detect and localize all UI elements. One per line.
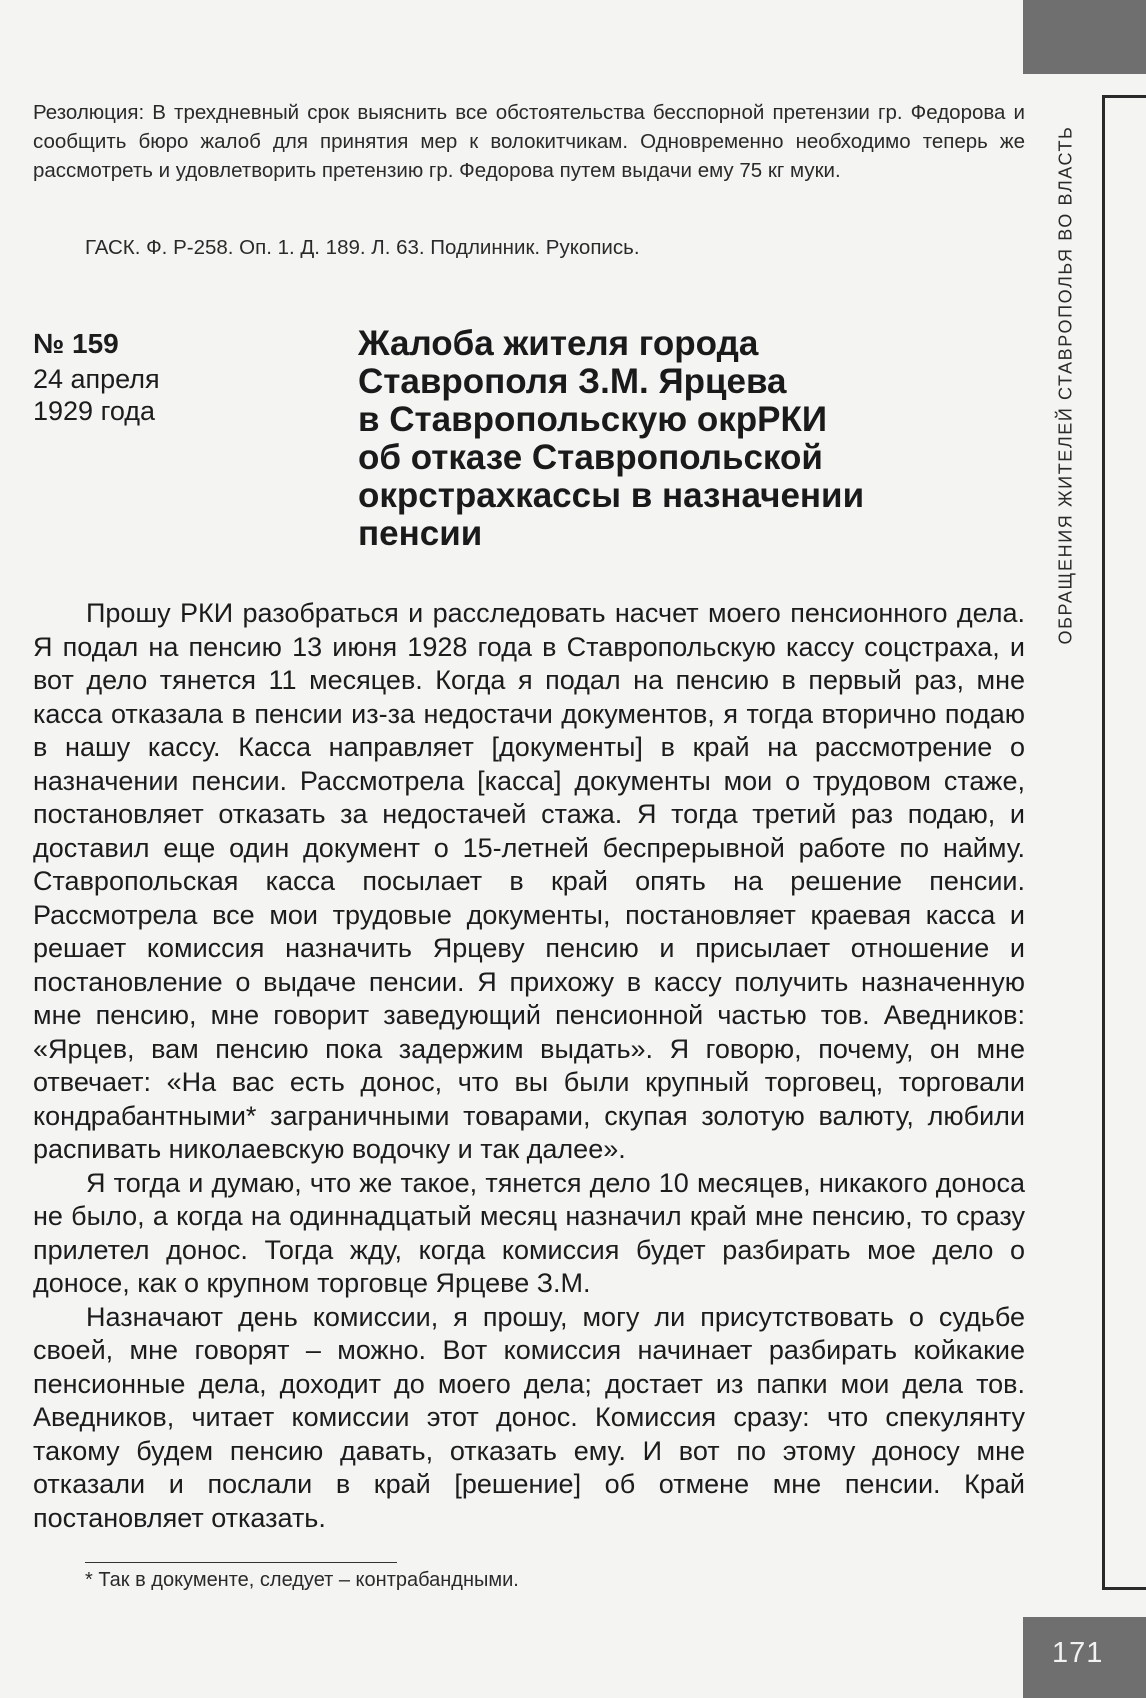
- document-date-line: 24 апреля: [33, 364, 160, 394]
- page-number: 171: [1052, 1637, 1104, 1669]
- document-title-line: Ставрополя З.М. Ярцева: [358, 362, 787, 401]
- document-number: № 159: [33, 328, 119, 359]
- document-title-line: пенсии: [358, 514, 483, 553]
- running-title-text: ОБРАЩЕНИЯ ЖИТЕЛЕЙ СТАВРОПОЛЬЯ ВО ВЛАСТЬ: [1055, 125, 1076, 645]
- document-body: [33, 597, 1025, 1535]
- document-title-line: об отказе Ставропольской: [358, 438, 823, 477]
- running-title: [1046, 90, 1086, 680]
- footnote: * Так в документе, следует – контрабандными.: [85, 1569, 519, 1591]
- body-paragraph: Я тогда и думаю, что же такое, тянется дело 10 месяцев, никакого доноса не было, а когда на одиннадцатый месяц назначил край мне пенсию, то сразу прилетел донос. Тогда жду, когда комиссия будет разбирать мое дело о доносе, как о крупном торговце Ярцеве З.М.: [33, 1167, 1025, 1298]
- document-title-line: Жалоба жителя города: [358, 324, 759, 363]
- top-corner-tab: [1023, 0, 1146, 74]
- footnote-divider: [85, 1562, 397, 1563]
- resolution-text: Резолюция: В трехдневный срок выяснить все обстоятельства бесспорной претензии гр. Федорова и сообщить бюро жалоб для принятия мер к волокитчикам. Одновременно необходимо теперь же рассмотреть и удовлетворить претензию гр. Федорова путем выдачи ему 75 кг муки.: [33, 101, 1025, 182]
- document-date-line: 1929 года: [33, 396, 156, 426]
- body-paragraph: Назначают день комиссии, я прошу, могу ли присутствовать о судьбе своей, мне говорят – можно. Вот комиссия начинает разбирать койкакие пенсионные дела, доходит до моего дела; достает из папки мои дела тов. Аведников, читает комиссии этот донос. Комиссия сразу: что спекулянту такому будем пенсию давать, отказать ему. И вот по этому доносу мне отказали и послали в край [решение] об отмене мне пенсии. Край постановляет отказать.: [33, 1301, 1025, 1533]
- document-title-line: окрстрахкассы в назначении: [358, 476, 865, 515]
- body-paragraph: Прошу РКИ разобраться и расследовать насчет моего пенсионного дела. Я подал на пенсию 13 июня 1928 года в Ставропольскую кассу соцстраха, и вот дело тянется 11 месяцев. Когда я подал на пенсию в первый раз, мне касса отказала в пенсии из-за недостачи документов, я тогда вторично подаю в нашу кассу. Касса направляет [документы] в край на рассмотрение о назначении пенсии. Рассмотрела [касса] документы мои о трудовом стаже, постановляет отказать за недостачей стажа. Я тогда третий раз подаю, и доставил еще один документ о 15-летней беспрерывной работе по найму. Ставропольская касса посылает в край опять на решение пенсии. Рассмотрела все мои трудовые документы, постановляет краевая касса и решает комиссия назначить Ярцеву пенсию и присылает отношение и постановление о выдаче пенсии. Я прихожу в кассу получить назначенную мне пенсию, мне говорит заведующий пенсионной частью тов. Аведников: «Ярцев, вам пенсию пока задержим выдать». Я говорю, почему, он мне отвечает: «На вас есть донос, что вы были крупный торговец, торговали кондрабантными* заграничными товарами, скупая золотую валюту, любили распивать николаевскую водочку и так далее».: [33, 598, 1025, 1164]
- document-date: [33, 363, 160, 427]
- document-title: [358, 325, 1038, 553]
- side-frame: [1102, 95, 1146, 1590]
- archive-reference: ГАСК. Ф. Р-258. Оп. 1. Д. 189. Л. 63. Подлинник. Рукопись.: [85, 236, 640, 259]
- document-title-line: в Ставропольскую окрРКИ: [358, 400, 827, 439]
